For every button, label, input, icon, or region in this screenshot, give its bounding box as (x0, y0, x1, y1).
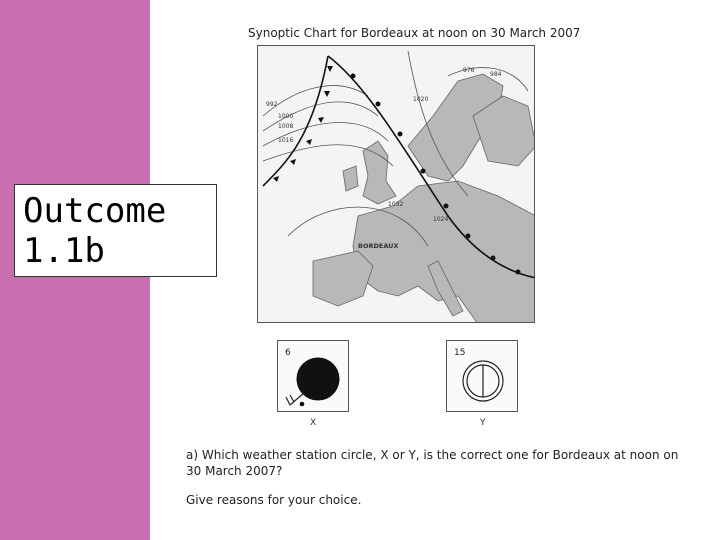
station-x-symbol (278, 341, 350, 413)
isobar-label: 1024 (433, 216, 449, 223)
station-y-symbol (447, 341, 519, 413)
front-semicircle (351, 74, 356, 79)
front-triangle (290, 159, 296, 165)
station-y-temperature: 15 (454, 348, 466, 358)
front-semicircle (444, 204, 449, 209)
front-triangle (324, 91, 330, 97)
ireland-land (343, 166, 358, 191)
question-prompt: Give reasons for your choice. (186, 493, 362, 507)
isobar-label: 1020 (413, 96, 429, 103)
synoptic-map-drawing (258, 46, 535, 323)
cold-front (263, 56, 328, 186)
isobar-label: 984 (490, 71, 502, 78)
station-circle-y (446, 340, 518, 412)
station-circle-x (277, 340, 349, 412)
station-x-label: X (310, 418, 317, 428)
question-text: a) Which weather station circle, X or Y, is the correct one for Bordeaux at noon on 30 March 2007? (186, 448, 679, 478)
front-triangle (327, 66, 333, 72)
front-semicircle (466, 234, 471, 239)
isobar-label: 1008 (278, 123, 294, 130)
british-isles-land (363, 141, 396, 204)
station-y-label: Y (480, 418, 486, 428)
front-semicircle (376, 102, 381, 107)
station-x-temperature: 6 (285, 348, 291, 358)
front-semicircle (491, 256, 496, 261)
isobar-line (263, 86, 368, 116)
isobar-label: 976 (463, 67, 475, 74)
front-semicircle (421, 169, 426, 174)
station-x-rain-dot (300, 402, 305, 407)
isobar-label: 1000 (278, 113, 294, 120)
synoptic-chart-title: Synoptic Chart for Bordeaux at noon on 30 March 2007 (248, 26, 581, 40)
isobar-label: 1032 (388, 201, 404, 208)
isobar-label: 1016 (278, 137, 294, 144)
front-triangle (306, 139, 312, 145)
isobar-label: 992 (266, 101, 278, 108)
front-triangle (318, 117, 324, 123)
front-triangle (273, 176, 279, 182)
outcome-box (14, 184, 217, 277)
bordeaux-label: BORDEAUX (358, 242, 399, 250)
outcome-title: Outcome (23, 191, 167, 231)
outcome-code: 1.1b (23, 231, 105, 271)
front-semicircle (398, 132, 403, 137)
front-semicircle (516, 270, 521, 275)
synoptic-map (257, 45, 535, 323)
iberia-land (313, 251, 373, 306)
